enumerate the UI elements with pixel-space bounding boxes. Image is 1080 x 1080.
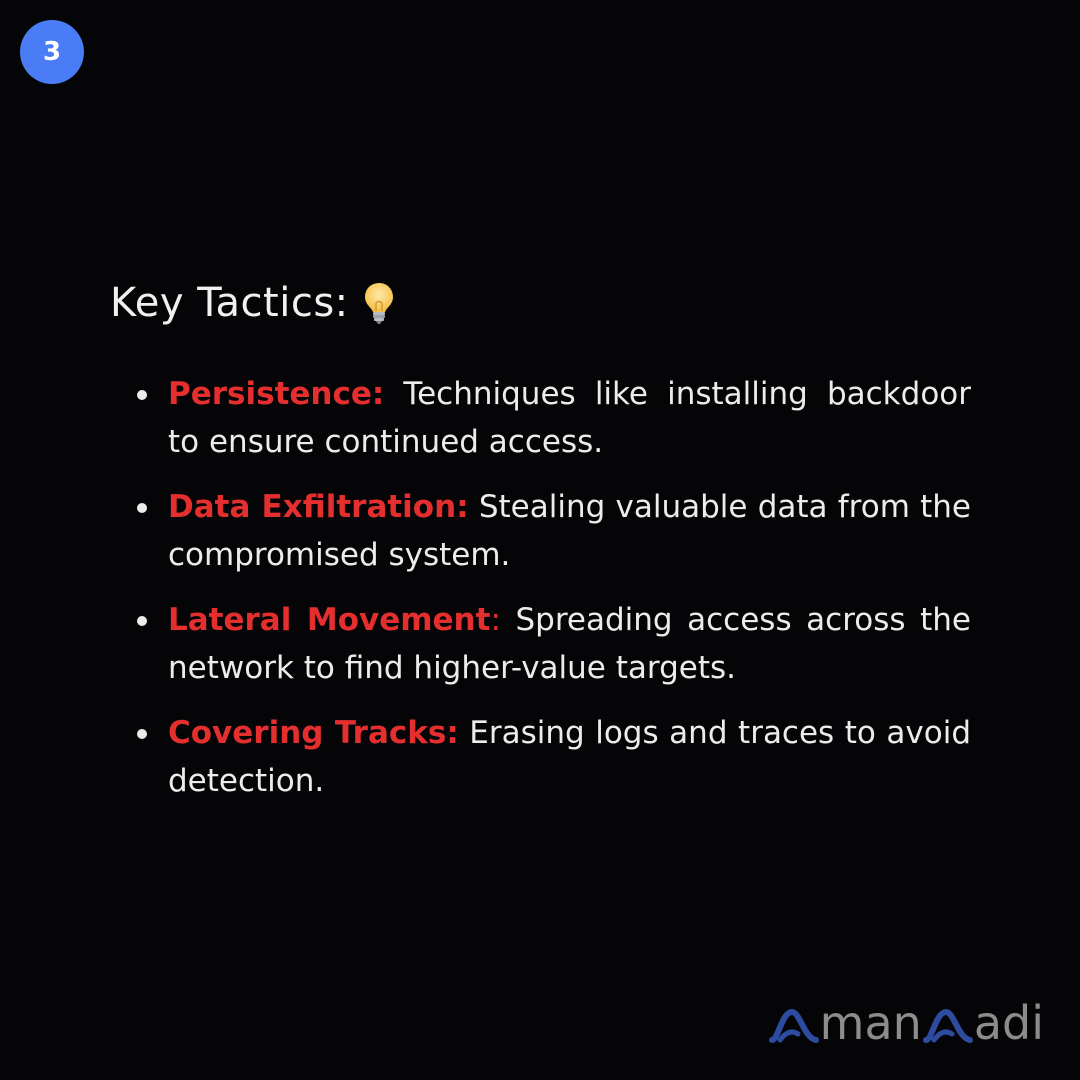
tactics-list: [135, 370, 971, 822]
tactic-term: Lateral Movement: [168, 602, 491, 638]
tactic-covering-tracks: [135, 709, 971, 805]
tactic-colon: :: [456, 489, 469, 525]
tactic-colon: :: [371, 376, 385, 412]
page-number-badge: 3: [20, 20, 84, 84]
tactic-data-exfiltration: [135, 483, 971, 579]
tactic-colon: :: [446, 715, 459, 751]
tactic-term: Data Exfiltration: [168, 489, 457, 525]
lambda-wave-icon: [768, 1008, 820, 1044]
tactic-description: Techniques like installing backdoor to ensure continued access.: [168, 376, 971, 460]
brand-logo: [768, 996, 1044, 1050]
tactic-term: Covering Tracks: [168, 715, 447, 751]
tactic-description: Spreading access across the network to find higher-value targets.: [168, 602, 971, 686]
heading-text: Key Tactics:: [110, 280, 349, 326]
section-heading: [110, 280, 395, 326]
tactic-persistence: [135, 370, 971, 466]
tactic-lateral-movement: [135, 596, 971, 692]
tactic-colon: :: [490, 602, 501, 638]
tactic-term: Persistence: [168, 376, 372, 412]
lambda-wave-icon: [922, 1008, 974, 1044]
tactic-description: Stealing valuable data from the compromised system.: [168, 489, 972, 573]
lightbulb-icon: [363, 281, 395, 325]
logo-word-man: man: [819, 996, 922, 1050]
tactic-description: Erasing logs and traces to avoid detection.: [168, 715, 972, 799]
logo-word-adi: adi: [973, 996, 1044, 1050]
